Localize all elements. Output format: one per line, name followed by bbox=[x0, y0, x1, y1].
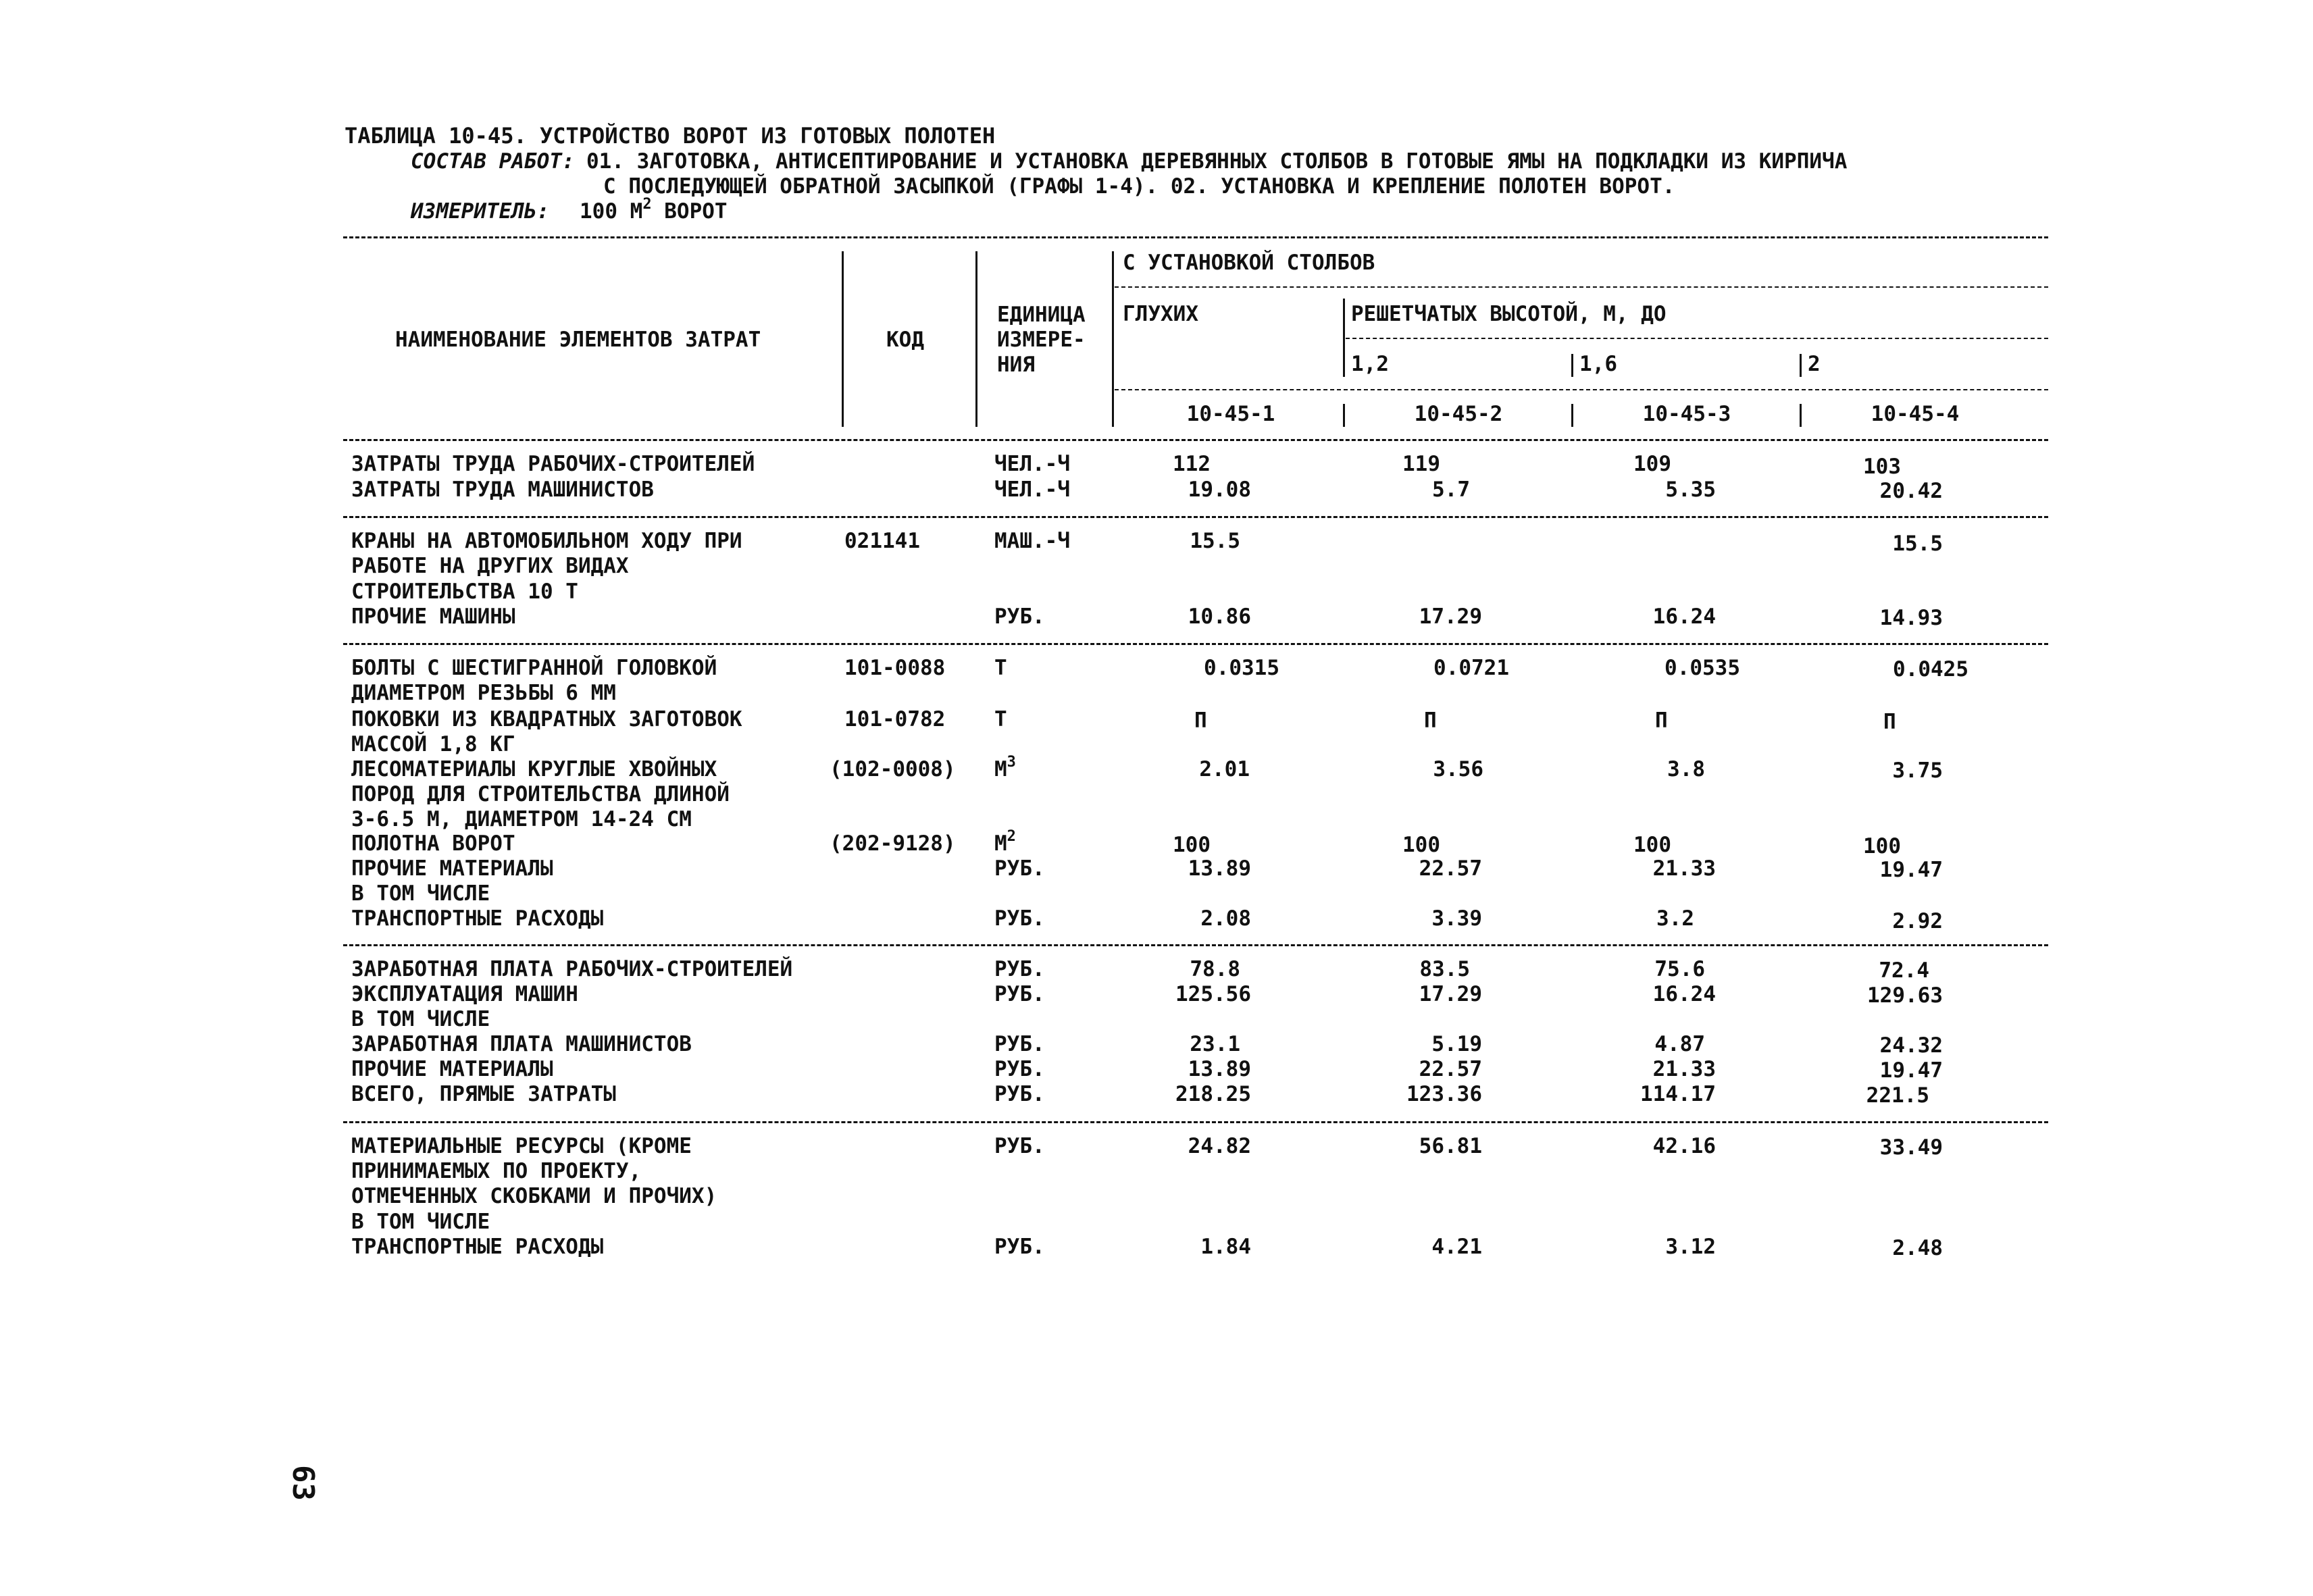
row-value: 13.89 bbox=[1188, 1057, 1251, 1081]
head-divider-3 bbox=[1112, 251, 1114, 427]
row-value: 33.49 bbox=[1879, 1135, 1943, 1160]
row-value: 0.0315 bbox=[1204, 656, 1279, 680]
row-value: 75.6 bbox=[1654, 957, 1705, 981]
row-name: ЛЕСОМАТЕРИАЛЫ КРУГЛЫЕ ХВОЙНЫХ bbox=[351, 757, 717, 781]
row-value: 119 bbox=[1402, 452, 1440, 476]
head-unit-line-3: НИЯ bbox=[997, 353, 1035, 377]
row-value: П bbox=[1424, 709, 1437, 733]
row-value: 15.5 bbox=[1892, 532, 1943, 556]
row-value: 22.57 bbox=[1419, 1057, 1482, 1081]
head-unit-line-1: ЕДИНИЦА bbox=[997, 303, 1086, 327]
row-name: ПОКОВКИ ИЗ КВАДРАТНЫХ ЗАГОТОВОК bbox=[351, 707, 742, 731]
row-name: КРАНЫ НА АВТОМОБИЛЬНОМ ХОДУ ПРИ bbox=[351, 529, 742, 553]
row-value: 129.63 bbox=[1867, 983, 1943, 1008]
row-value: 100 bbox=[1863, 834, 1901, 858]
row-value: П bbox=[1883, 710, 1896, 734]
row-value: 19.47 bbox=[1879, 858, 1943, 882]
row-value: 114.17 bbox=[1640, 1082, 1716, 1106]
row-code: (202-9128) bbox=[830, 831, 956, 856]
top-rule bbox=[343, 236, 2048, 238]
row-value: 78.8 bbox=[1190, 957, 1240, 981]
row-name: ПРОЧИЕ МАТЕРИАЛЫ bbox=[351, 856, 553, 881]
row-value: 56.81 bbox=[1419, 1134, 1482, 1158]
row-unit: Т bbox=[994, 656, 1007, 680]
row-unit: ЧЕЛ.-Ч bbox=[994, 452, 1070, 476]
row-unit: МАШ.-Ч bbox=[994, 529, 1070, 553]
composition-line-2: С ПОСЛЕДУЮЩЕЙ ОБРАТНОЙ ЗАСЫПКОЙ (ГРАФЫ 1-4). 02. УСТАНОВКА И КРЕПЛЕНИЕ ПОЛОТЕН ВОРОТ. bbox=[603, 174, 1675, 199]
row-value: 2.92 bbox=[1892, 909, 1943, 933]
row-value: 13.89 bbox=[1188, 856, 1251, 881]
row-unit: $М^2$ bbox=[994, 828, 1016, 856]
row-name: ЗАТРАТЫ ТРУДА МАШИНИСТОВ bbox=[351, 478, 654, 502]
row-name: ПРИНИМАЕМЫХ ПО ПРОЕКТУ, bbox=[351, 1159, 642, 1183]
head-height-3: 2 bbox=[1808, 352, 1821, 376]
row-name: ЗАРАБОТНАЯ ПЛАТА МАШИНИСТОВ bbox=[351, 1032, 692, 1056]
head-solid: ГЛУХИХ bbox=[1123, 302, 1198, 326]
row-value: 103 bbox=[1863, 455, 1901, 479]
row-value: 4.87 bbox=[1654, 1032, 1705, 1056]
row-name: ПРОЧИЕ МАШИНЫ bbox=[351, 604, 515, 629]
row-value: 24.82 bbox=[1188, 1134, 1251, 1158]
row-name: РАБОТЕ НА ДРУГИХ ВИДАХ bbox=[351, 554, 629, 578]
row-value: 109 bbox=[1633, 452, 1671, 476]
row-name: ТРАНСПОРТНЫЕ РАСХОДЫ bbox=[351, 1235, 604, 1259]
row-name: ПРОЧИЕ МАТЕРИАЛЫ bbox=[351, 1057, 553, 1081]
head-height-1: 1,2 bbox=[1351, 352, 1389, 376]
section-rule bbox=[343, 643, 2048, 645]
row-value: 3.12 bbox=[1665, 1235, 1716, 1259]
row-value: 17.29 bbox=[1419, 982, 1482, 1006]
row-unit: Т bbox=[994, 707, 1007, 731]
row-value: П bbox=[1655, 709, 1668, 733]
row-unit: $М^3$ bbox=[994, 754, 1016, 781]
row-unit: РУБ. bbox=[994, 1057, 1045, 1081]
row-name: ЗАРАБОТНАЯ ПЛАТА РАБОЧИХ-СТРОИТЕЛЕЙ bbox=[351, 957, 793, 981]
row-code: 021141 bbox=[844, 529, 920, 553]
row-value: 22.57 bbox=[1419, 856, 1482, 881]
row-name: СТРОИТЕЛЬСТВА 10 Т bbox=[351, 580, 578, 604]
row-value: 112 bbox=[1173, 452, 1211, 476]
row-value: 221.5 bbox=[1866, 1083, 1929, 1108]
composition-label: СОСТАВ РАБОТ: bbox=[411, 149, 575, 174]
head-unit-line-2: ИЗМЕРЕ- bbox=[997, 328, 1086, 352]
row-value: 100 bbox=[1402, 833, 1440, 857]
head-divider-5 bbox=[1571, 354, 1573, 377]
row-value: 15.5 bbox=[1190, 529, 1240, 553]
row-value: 19.47 bbox=[1879, 1058, 1943, 1083]
row-unit: ЧЕЛ.-Ч bbox=[994, 478, 1070, 502]
row-value: 0.0721 bbox=[1433, 656, 1509, 680]
row-name: МАТЕРИАЛЬНЫЕ РЕСУРСЫ (КРОМЕ bbox=[351, 1134, 692, 1158]
row-value: 21.33 bbox=[1652, 856, 1716, 881]
row-value: 1.84 bbox=[1200, 1235, 1251, 1259]
row-value: 3.8 bbox=[1667, 757, 1705, 781]
row-value: 16.24 bbox=[1652, 982, 1716, 1006]
row-value: 10.86 bbox=[1188, 604, 1251, 629]
row-name: ПОЛОТНА ВОРОТ bbox=[351, 831, 515, 856]
row-value: 2.48 bbox=[1892, 1236, 1943, 1260]
row-value: 14.93 bbox=[1879, 606, 1943, 630]
row-value: 19.08 bbox=[1188, 478, 1251, 502]
head-name-column: НАИМЕНОВАНИЕ ЭЛЕМЕНТОВ ЗАТРАТ bbox=[395, 328, 761, 352]
row-name: В ТОМ ЧИСЛЕ bbox=[351, 1007, 490, 1031]
head-lattice: РЕШЕТЧАТЫХ ВЫСОТОЙ, М, ДО bbox=[1351, 302, 1667, 326]
head-divider-8 bbox=[1571, 404, 1573, 427]
head-rule-3 bbox=[1115, 389, 2048, 390]
row-value: П bbox=[1194, 709, 1207, 733]
row-value: 0.0535 bbox=[1664, 656, 1740, 680]
row-value: 0.0425 bbox=[1893, 657, 1968, 681]
row-value: 2.08 bbox=[1200, 906, 1251, 931]
row-unit: РУБ. bbox=[994, 1235, 1045, 1259]
row-name: В ТОМ ЧИСЛЕ bbox=[351, 1210, 490, 1234]
row-value: 100 bbox=[1633, 833, 1671, 857]
section-rule bbox=[343, 944, 2048, 946]
row-value: 5.35 bbox=[1665, 478, 1716, 502]
row-code: 101-0088 bbox=[844, 656, 946, 680]
row-value: 3.56 bbox=[1433, 757, 1483, 781]
row-value: 125.56 bbox=[1175, 982, 1251, 1006]
row-unit: РУБ. bbox=[994, 1082, 1045, 1106]
row-value: 20.42 bbox=[1879, 479, 1943, 503]
row-value: 83.5 bbox=[1419, 957, 1470, 981]
row-name: ВСЕГО, ПРЯМЫЕ ЗАТРАТЫ bbox=[351, 1082, 616, 1106]
meter-label: ИЗМЕРИТЕЛЬ: bbox=[411, 199, 550, 224]
row-name: БОЛТЫ С ШЕСТИГРАННОЙ ГОЛОВКОЙ bbox=[351, 656, 717, 680]
head-divider-6 bbox=[1800, 354, 1802, 377]
page-number: 63 bbox=[285, 1465, 320, 1501]
head-height-2: 1,6 bbox=[1579, 352, 1617, 376]
row-name: ПОРОД ДЛЯ СТРОИТЕЛЬСТВА ДЛИНОЙ bbox=[351, 782, 730, 806]
row-unit: РУБ. bbox=[994, 1032, 1045, 1056]
row-value: 17.29 bbox=[1419, 604, 1482, 629]
row-value: 218.25 bbox=[1175, 1082, 1251, 1106]
row-code: (102-0008) bbox=[830, 757, 956, 781]
row-unit: РУБ. bbox=[994, 906, 1045, 931]
row-value: 100 bbox=[1173, 833, 1211, 857]
row-name: ТРАНСПОРТНЫЕ РАСХОДЫ bbox=[351, 906, 604, 931]
row-value: 21.33 bbox=[1652, 1057, 1716, 1081]
row-name: 3-6.5 М, ДИАМЕТРОМ 14-24 СМ bbox=[351, 807, 692, 831]
head-bottom-rule bbox=[343, 439, 2048, 441]
row-value: 5.7 bbox=[1432, 478, 1470, 502]
row-value: 3.75 bbox=[1892, 758, 1943, 783]
table-title: ТАБЛИЦА 10-45. УСТРОЙСТВО ВОРОТ ИЗ ГОТОВЫХ ПОЛОТЕН bbox=[345, 123, 996, 149]
row-unit: РУБ. bbox=[994, 604, 1045, 629]
head-group: С УСТАНОВКОЙ СТОЛБОВ bbox=[1123, 251, 1375, 275]
row-unit: РУБ. bbox=[994, 957, 1045, 981]
row-value: 24.32 bbox=[1879, 1033, 1943, 1058]
row-unit: РУБ. bbox=[994, 856, 1045, 881]
row-name: ЗАТРАТЫ ТРУДА РАБОЧИХ-СТРОИТЕЛЕЙ bbox=[351, 452, 755, 476]
row-value: 23.1 bbox=[1190, 1032, 1240, 1056]
row-value: 42.16 bbox=[1652, 1134, 1716, 1158]
row-code: 101-0782 bbox=[844, 707, 946, 731]
head-rule-2 bbox=[1346, 338, 2048, 339]
head-divider-2 bbox=[975, 251, 977, 427]
row-name: ЭКСПЛУАТАЦИЯ МАШИН bbox=[351, 982, 578, 1006]
row-value: 3.39 bbox=[1431, 906, 1482, 931]
head-divider-4 bbox=[1343, 299, 1345, 377]
row-unit: РУБ. bbox=[994, 1134, 1045, 1158]
head-code-1: 10-45-1 bbox=[1186, 402, 1275, 426]
row-value: 16.24 bbox=[1652, 604, 1716, 629]
row-value: 123.36 bbox=[1406, 1082, 1482, 1106]
row-value: 72.4 bbox=[1879, 958, 1929, 983]
head-rule-1 bbox=[1115, 286, 2048, 288]
head-code-column: КОД bbox=[886, 328, 924, 352]
row-value: 4.21 bbox=[1431, 1235, 1482, 1259]
row-name: В ТОМ ЧИСЛЕ bbox=[351, 881, 490, 906]
head-divider-7 bbox=[1343, 404, 1345, 427]
row-value: 3.2 bbox=[1656, 906, 1694, 931]
head-divider-1 bbox=[842, 251, 844, 427]
row-unit: РУБ. bbox=[994, 982, 1045, 1006]
head-divider-9 bbox=[1800, 404, 1802, 427]
composition-line-1: 01. ЗАГОТОВКА, АНТИСЕПТИРОВАНИЕ И УСТАНОВКА ДЕРЕВЯННЫХ СТОЛБОВ В ГОТОВЫЕ ЯМЫ НА ПОДКЛАДКИ ИЗ КИРПИЧА bbox=[586, 149, 1848, 174]
row-value: 2.01 bbox=[1199, 757, 1250, 781]
head-code-3: 10-45-3 bbox=[1642, 402, 1731, 426]
section-rule bbox=[343, 1121, 2048, 1123]
head-code-4: 10-45-4 bbox=[1871, 402, 1960, 426]
row-value: 5.19 bbox=[1431, 1032, 1482, 1056]
row-name: ДИАМЕТРОМ РЕЗЬБЫ 6 ММ bbox=[351, 681, 616, 705]
row-name: МАССОЙ 1,8 КГ bbox=[351, 732, 515, 756]
row-name: ОТМЕЧЕННЫХ СКОБКАМИ И ПРОЧИХ) bbox=[351, 1184, 717, 1208]
section-rule bbox=[343, 516, 2048, 518]
head-code-2: 10-45-2 bbox=[1414, 402, 1503, 426]
meter-value: 100 $М^2$ ВОРОТ bbox=[580, 196, 728, 224]
